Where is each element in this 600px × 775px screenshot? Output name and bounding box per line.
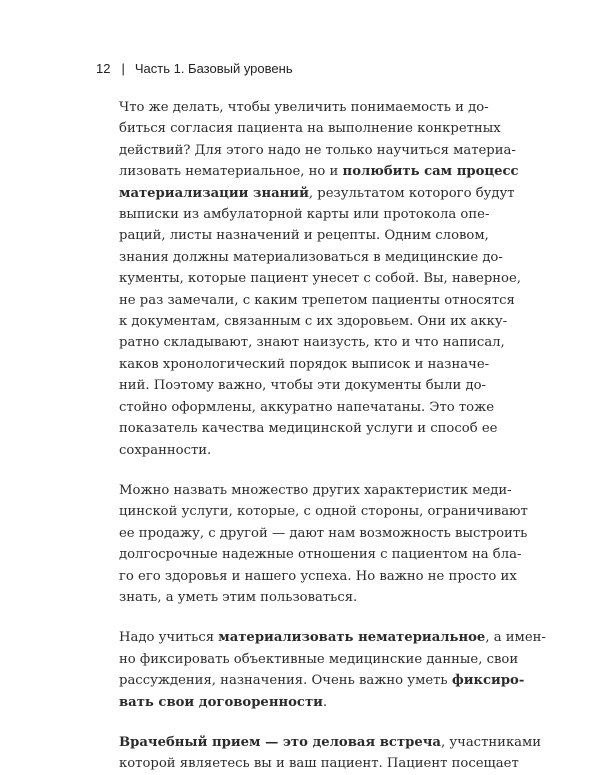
text-run: действий? Для этого надо не только научиться материа- — [119, 142, 516, 158]
text-run: ее продажу, с другой — дают нам возможность выстроить — [119, 525, 528, 541]
text-line — [119, 732, 542, 753]
text-line — [119, 480, 512, 501]
text-line — [119, 544, 522, 565]
running-header — [96, 61, 293, 76]
bold-text: материализации знаний — [119, 185, 309, 201]
text-line — [119, 397, 495, 418]
text-run: ний. Поэтому важно, чтобы эти документы были до- — [119, 378, 487, 394]
text-run: раций, листы назначений и рецепты. Одним словом, — [119, 228, 489, 244]
text-line — [119, 670, 525, 691]
text-line — [119, 204, 490, 225]
text-run: , результатом которого будут — [308, 185, 515, 201]
text-line — [119, 332, 505, 353]
text-run: лизовать нематериальное, но и — [119, 164, 343, 180]
bold-text: вать свои договоренности — [119, 694, 323, 710]
text-line — [119, 118, 501, 139]
paragraph — [119, 627, 546, 713]
text-line — [119, 566, 517, 587]
text-line — [119, 418, 498, 439]
text-run: знать, а уметь этим пользоваться. — [119, 589, 358, 605]
text-line — [119, 183, 515, 204]
text-run: сохранности. — [119, 442, 212, 458]
text-line — [119, 268, 521, 289]
text-line — [119, 161, 519, 182]
header-separator: | — [121, 61, 125, 76]
text-run: кументы, которые пациент унесет с собой. Вы, наверное, — [119, 271, 521, 287]
text-run: показатель качества медицинской услуги и способ ее — [119, 421, 498, 437]
text-run: го его здоровья и нашего успеха. Но важно не просто их — [119, 568, 517, 584]
text-run: но фиксировать объективные медицинские данные, свои — [119, 651, 519, 667]
paragraph — [119, 97, 521, 461]
bold-text: материализовать нематериальное — [218, 630, 486, 646]
text-run: ратно складывают, знают наизусть, кто и что написал, — [119, 335, 505, 351]
text-line — [119, 627, 546, 648]
text-line — [119, 97, 489, 118]
text-run: цинской услуги, которые, с одной стороны, ограничивают — [119, 504, 528, 520]
text-line — [119, 247, 503, 268]
text-run: . — [322, 694, 328, 710]
text-line — [119, 375, 485, 396]
paragraph — [119, 480, 528, 608]
text-run: которой являетесь вы и ваш пациент. Пациент посещает — [119, 756, 519, 772]
text-run: каков хронологический порядок выписок и назначе- — [119, 356, 490, 372]
text-line — [119, 692, 485, 713]
text-run: долгосрочные надежные отношения с пациентом на бла- — [119, 547, 522, 563]
text-run: рассуждения, назначения. Очень важно уметь — [119, 673, 452, 689]
text-run: биться согласия пациента на выполнение конкретных — [119, 121, 501, 137]
body-text — [119, 97, 546, 775]
text-run: Что же делать, чтобы увеличить понимаемость и до- — [119, 100, 489, 115]
text-line — [119, 649, 519, 670]
text-line — [119, 523, 528, 544]
text-run: к документам, связанным с их здоровьем. Они их акку- — [119, 314, 508, 330]
paragraph — [119, 732, 542, 775]
text-line — [119, 587, 485, 608]
text-line — [119, 225, 489, 246]
part-title: Часть 1. Базовый уровень — [134, 61, 293, 76]
text-line — [119, 440, 485, 461]
text-run: , участниками — [440, 734, 542, 750]
text-run: не раз замечали, с каким трепетом пациенты относятся — [119, 292, 515, 308]
text-line — [119, 354, 490, 375]
text-run: выписки из амбулаторной карты или протокола опе- — [119, 207, 490, 223]
page-number: 12 — [96, 61, 111, 76]
text-line — [119, 501, 528, 522]
text-line — [119, 290, 515, 311]
text-run: Можно назвать множество других характеристик меди- — [119, 482, 512, 498]
bold-text: фиксиро- — [451, 673, 525, 689]
text-run: знания должны материализоваться в медицинские до- — [119, 249, 503, 265]
bold-text: полюбить сам процесс — [342, 164, 519, 180]
text-line — [119, 753, 519, 774]
text-run: Надо учиться — [119, 630, 219, 646]
text-run: стойно оформлены, аккуратно напечатаны. Это тоже — [119, 399, 495, 415]
text-line — [119, 311, 508, 332]
text-line — [119, 140, 516, 161]
bold-text: Врачебный прием — это деловая встреча — [119, 734, 441, 750]
text-run: , а имен- — [485, 630, 546, 646]
